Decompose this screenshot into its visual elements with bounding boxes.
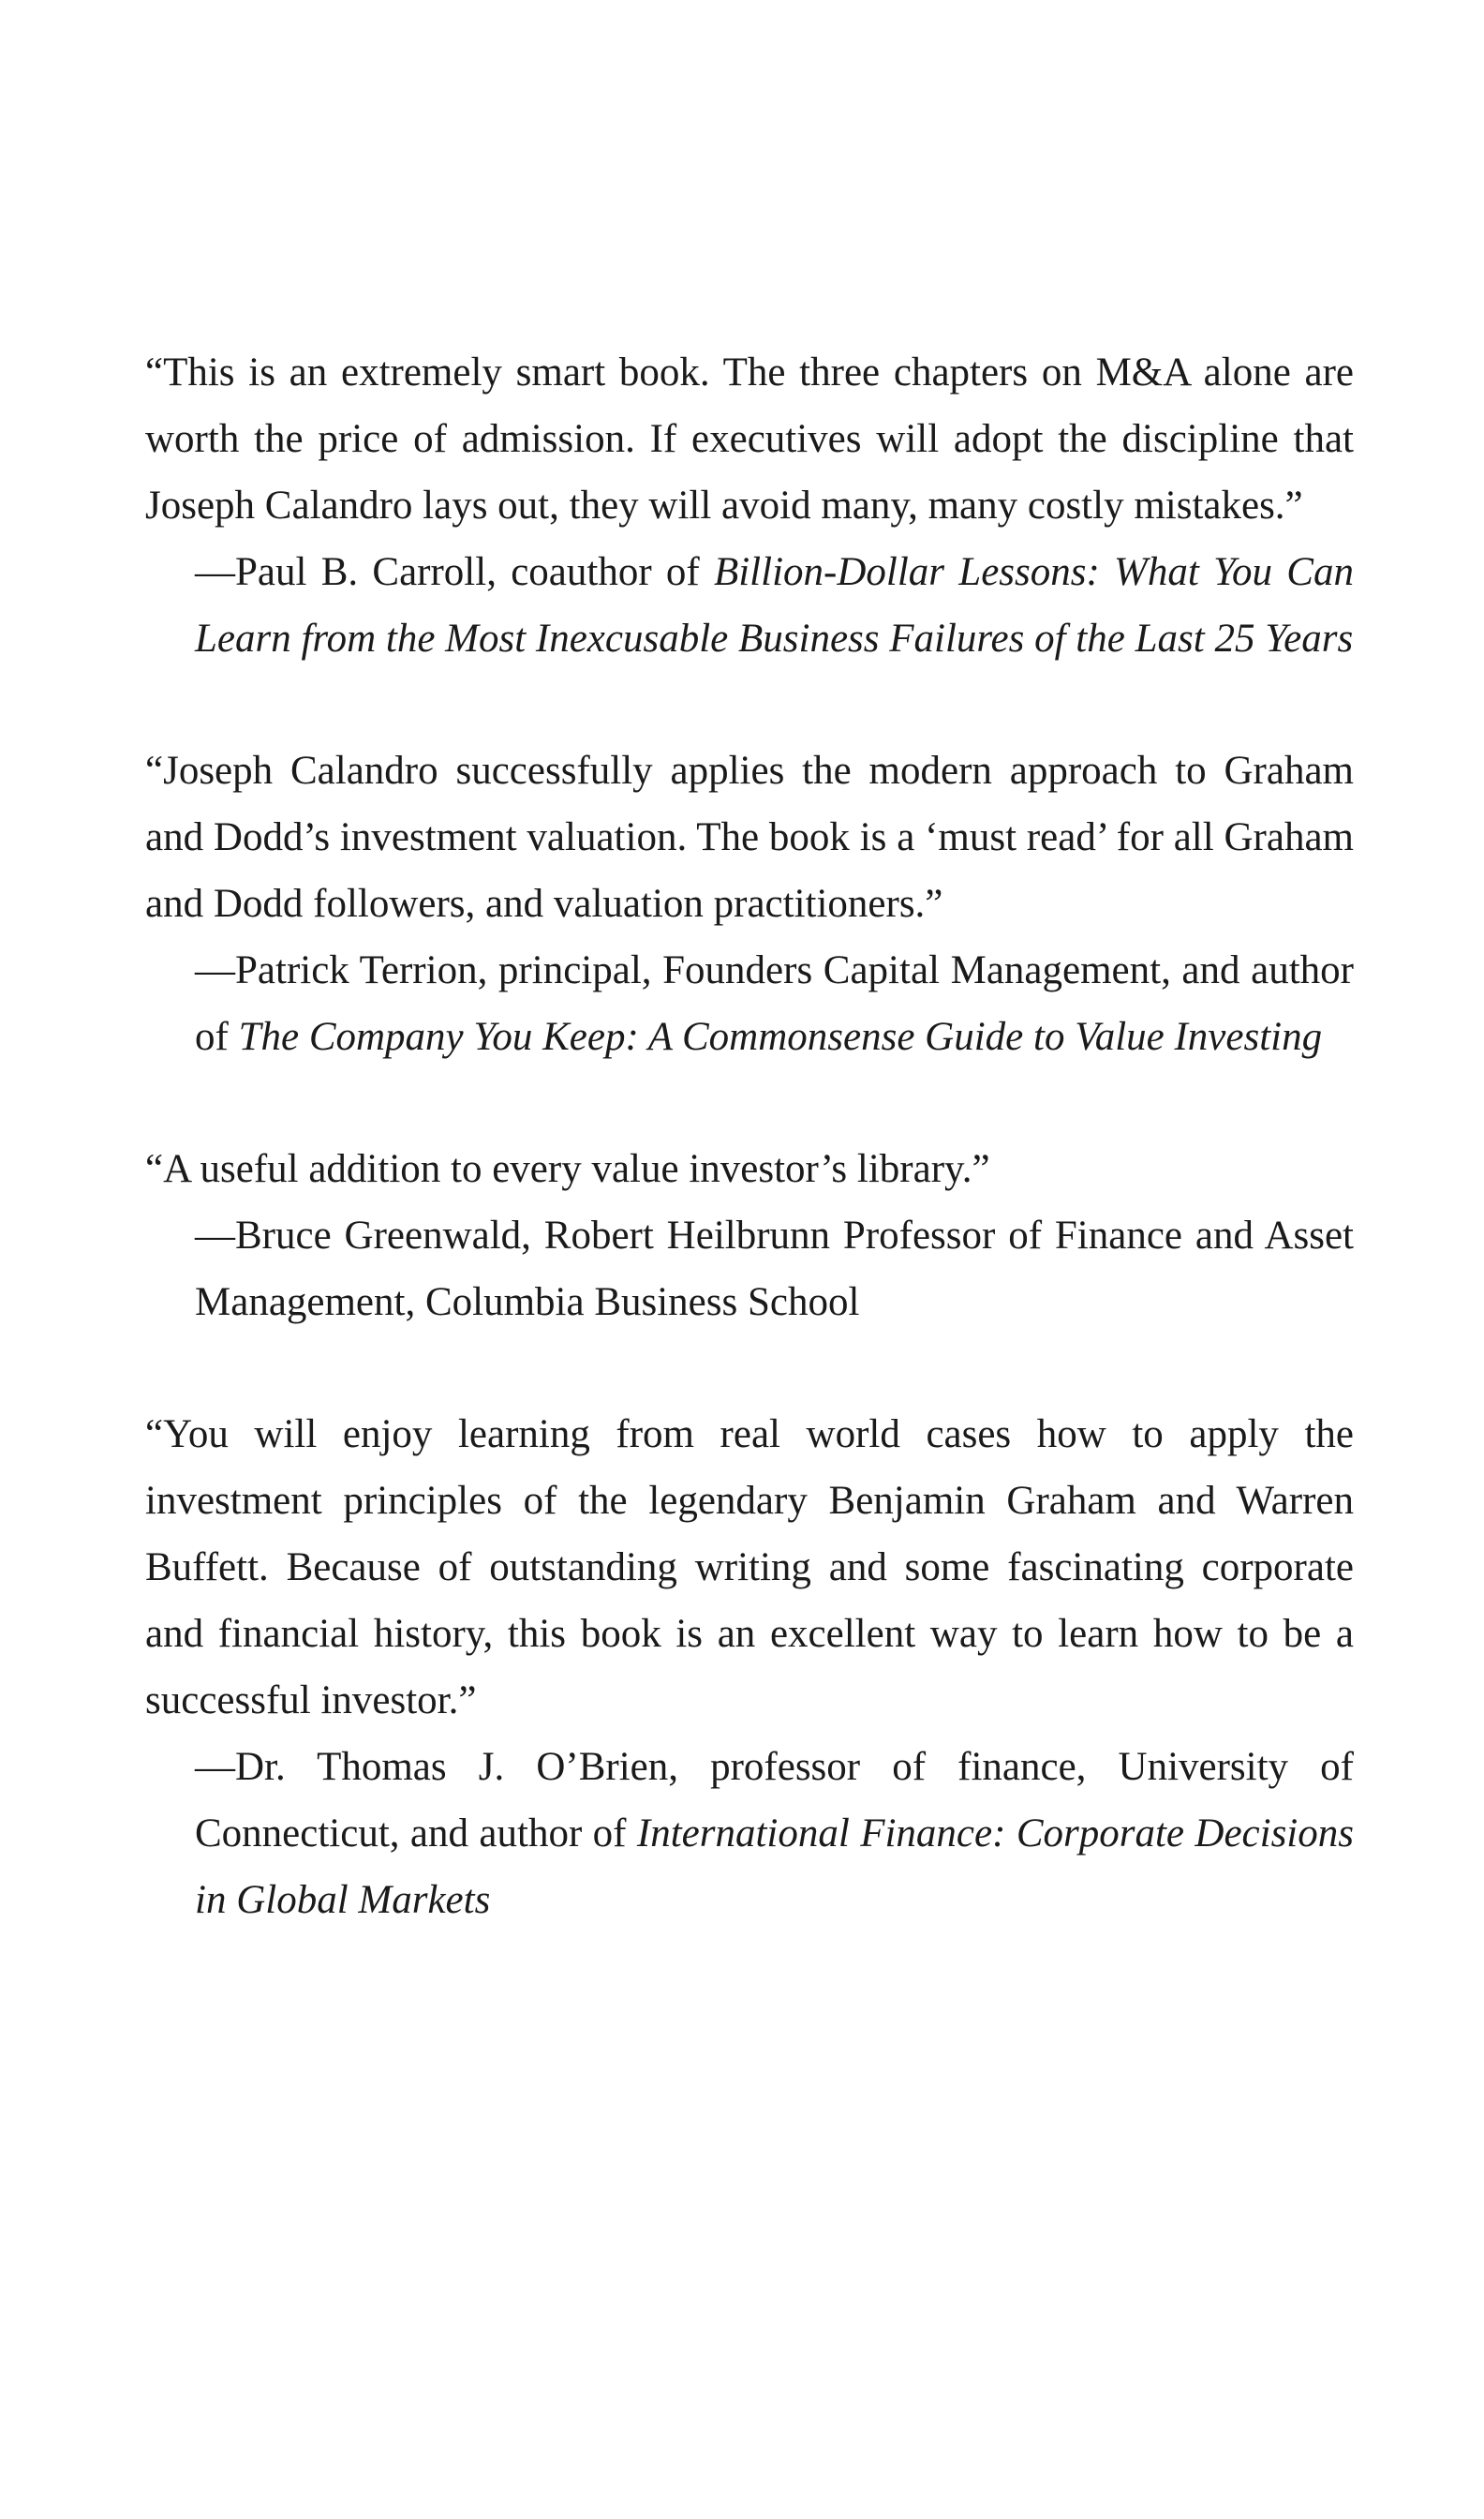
endorsement-quote: “Joseph Calandro successfully applies the modern approach to Graham and Dodd’s investment valuation. The book is a ‘must read’ for all Graham and Dodd followers, and valuation practitioners.”: [145, 749, 1354, 926]
attribution-text: —Bruce Greenwald, Robert Heilbrunn Professor of Finance and Asset Management, Columbia Business School: [195, 1214, 1354, 1324]
endorsement-attribution: [145, 937, 1354, 1070]
endorsement-1: [145, 339, 1354, 672]
endorsement-4: [145, 1401, 1354, 1933]
endorsement-3: [145, 1136, 1354, 1335]
endorsement-attribution: [145, 539, 1354, 672]
endorsement-2: [145, 738, 1354, 1070]
attribution-text: —Patrick Terrion, principal, Founders Capital Management, and author of: [195, 948, 1354, 1059]
book-title: International Finance: Corporate Decisions in Global Markets: [195, 1811, 1354, 1922]
endorsement-quote: “This is an extremely smart book. The three chapters on M&A alone are worth the price of admission. If executives will adopt the discipline that Joseph Calandro lays out, they will avoid many, many costly mistakes.”: [145, 350, 1354, 528]
endorsements-page: [145, 339, 1354, 1999]
book-title: The Company You Keep: A Commonsense Guide to Value Investing: [238, 1015, 1323, 1059]
attribution-text: —Dr. Thomas J. O’Brien, professor of finance, University of Connecticut, and author of: [195, 1745, 1354, 1856]
book-title: Billion-Dollar Lessons: What You Can Learn from the Most Inexcusable Business Failures of the Last 25 Years: [195, 550, 1354, 661]
endorsement-quote: “A useful addition to every value investor’s library.”: [145, 1147, 990, 1191]
endorsement-quote: “You will enjoy learning from real world cases how to apply the investment principles of the legendary Benjamin Graham and Warren Buffett. Because of outstanding writing and some fascinating corporate and financial history, this book is an excellent way to learn how to be a successful investor.”: [145, 1412, 1354, 1722]
endorsement-attribution: [145, 1202, 1354, 1335]
attribution-text: —Paul B. Carroll, coauthor of: [195, 550, 714, 594]
endorsement-attribution: [145, 1734, 1354, 1933]
